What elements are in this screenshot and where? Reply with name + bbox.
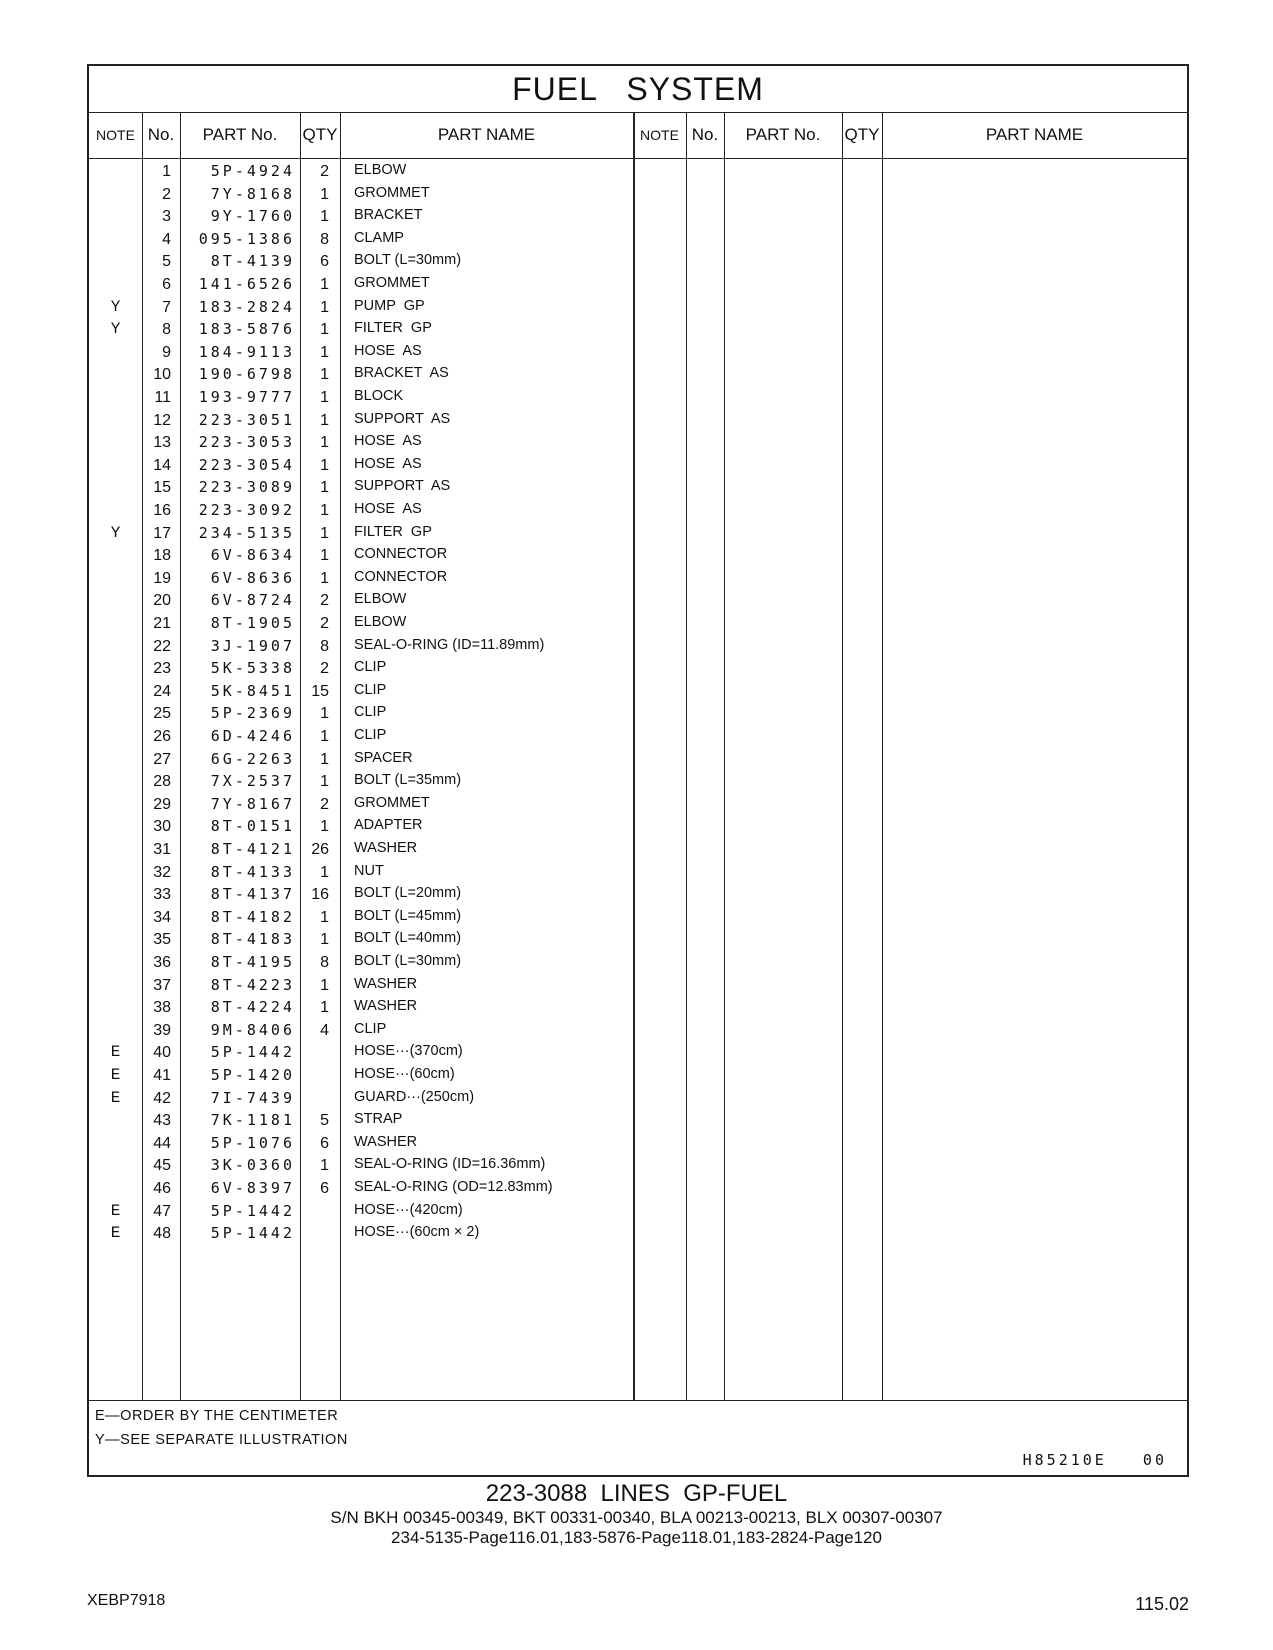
part-note: Y <box>110 297 121 316</box>
part-number: 223-3092 <box>198 501 295 519</box>
quantity: 1 <box>320 931 329 949</box>
item-number: 17 <box>153 524 171 542</box>
quantity: 1 <box>320 750 329 768</box>
item-number: 3 <box>162 208 171 226</box>
table-row <box>89 183 649 206</box>
quantity: 1 <box>320 276 329 293</box>
part-name: HOSE AS <box>354 501 422 517</box>
table-row <box>89 861 649 884</box>
part-name: FILTER GP <box>354 320 432 337</box>
item-number: 43 <box>153 1112 171 1130</box>
table-row <box>89 793 649 816</box>
part-name: CLAMP <box>354 229 404 246</box>
quantity: 1 <box>320 976 329 994</box>
part-name: BLOCK <box>354 388 404 404</box>
part-note: E <box>110 1043 121 1062</box>
part-name: SEAL-O-RING (ID=16.36mm) <box>354 1156 546 1173</box>
item-number: 7 <box>162 298 171 316</box>
quantity: 1 <box>320 411 329 429</box>
quantity: 1 <box>320 569 329 587</box>
quantity: 16 <box>311 886 329 904</box>
quantity: 1 <box>320 502 329 519</box>
part-number: 8T-4224 <box>210 998 295 1017</box>
table-row <box>89 476 649 499</box>
part-name: CLIP <box>354 681 387 698</box>
item-number: 15 <box>153 479 171 497</box>
table-row <box>89 431 649 454</box>
quantity: 1 <box>320 456 329 474</box>
part-number: 193-9777 <box>198 388 295 406</box>
quantity: 1 <box>320 389 329 406</box>
quantity: 1 <box>320 863 329 881</box>
serial-numbers: S/N BKH 00345-00349, BKT 00331-00340, BLA 00213-00213, BLX 00307-00307 <box>330 1508 943 1527</box>
parts-table <box>87 64 1189 1477</box>
table-row <box>89 996 649 1019</box>
part-number: 7X-2537 <box>210 772 295 791</box>
quantity: 26 <box>311 841 329 858</box>
item-number: 22 <box>153 637 171 655</box>
table-row <box>89 1132 649 1155</box>
quantity: 1 <box>320 185 329 203</box>
part-number: 8T-4223 <box>210 975 295 994</box>
table-row <box>89 1087 649 1110</box>
item-number: 34 <box>153 908 171 926</box>
group-title: 223-3088 LINES GP-FUEL <box>485 1480 788 1507</box>
item-number: 47 <box>153 1202 171 1220</box>
part-name: WASHER <box>354 1133 418 1150</box>
item-number: 30 <box>153 818 171 836</box>
table-row <box>89 567 649 590</box>
quantity: 1 <box>320 208 329 226</box>
part-name: SEAL-O-RING (OD=12.83mm) <box>354 1179 553 1195</box>
item-number: 6 <box>162 276 171 293</box>
footnote-e: E—ORDER BY THE CENTIMETER <box>95 1408 339 1424</box>
part-name: WASHER <box>354 975 418 992</box>
item-number: 36 <box>153 954 171 971</box>
part-number: 6V-8634 <box>210 546 295 565</box>
part-number: 8T-4195 <box>210 953 295 971</box>
table-row <box>89 928 649 951</box>
table-row <box>89 883 649 906</box>
item-number: 33 <box>153 886 171 904</box>
item-number: 48 <box>153 1225 171 1243</box>
part-note: E <box>110 1066 121 1084</box>
table-row <box>89 951 649 974</box>
part-number: 190-6798 <box>198 365 295 384</box>
part-number: 184-9113 <box>198 342 295 361</box>
part-number: 8T-4183 <box>210 930 295 949</box>
quantity: 6 <box>320 1134 329 1152</box>
part-name: ELBOW <box>354 591 407 608</box>
table-row <box>89 815 649 838</box>
header-qty: QTY <box>302 125 338 144</box>
part-number: 8T-4137 <box>210 885 295 904</box>
part-name: SUPPORT AS <box>354 478 451 495</box>
part-number: 223-3054 <box>198 455 295 474</box>
table-row <box>89 409 649 432</box>
table-row <box>89 318 649 341</box>
item-number: 44 <box>153 1134 171 1152</box>
part-name: ELBOW <box>354 614 407 630</box>
table-row <box>89 725 649 748</box>
table-row <box>89 589 649 612</box>
item-number: 19 <box>153 569 171 587</box>
document-id: XEBP7918 <box>87 1592 166 1609</box>
table-row <box>89 635 649 658</box>
part-name: CLIP <box>354 704 387 721</box>
part-note: Y <box>110 320 121 339</box>
table-row <box>89 454 649 477</box>
part-name: CLIP <box>354 727 387 743</box>
part-number: 5P-1420 <box>210 1066 295 1084</box>
quantity: 6 <box>320 253 329 271</box>
part-name: HOSE AS <box>354 455 422 472</box>
part-name: BOLT (L=40mm) <box>354 930 462 947</box>
quantity: 2 <box>320 660 329 678</box>
item-number: 26 <box>153 728 171 745</box>
quantity: 1 <box>320 908 329 926</box>
quantity: 2 <box>320 592 329 610</box>
item-number: 40 <box>153 1044 171 1062</box>
item-number: 5 <box>162 253 171 271</box>
part-name: CLIP <box>354 659 387 676</box>
part-number: 7I-7439 <box>210 1088 295 1107</box>
table-row <box>89 702 649 725</box>
table-row <box>89 363 649 386</box>
part-number: 5P-1076 <box>210 1133 295 1152</box>
part-number: 8T-4139 <box>210 252 295 271</box>
part-name: BRACKET <box>354 207 423 224</box>
part-name: HOSE···(60cm × 2) <box>354 1224 480 1241</box>
table-row <box>89 296 649 319</box>
item-number: 1 <box>162 163 171 180</box>
part-name: HOSE···(370cm) <box>354 1043 463 1060</box>
header-part-no: PART No. <box>202 125 278 144</box>
part-number: 095-1386 <box>198 229 295 248</box>
header-qty-2: QTY <box>844 125 880 144</box>
part-number: 141-6526 <box>198 275 295 293</box>
table-body <box>89 160 1187 1400</box>
page-title: FUEL SYSTEM <box>89 66 1187 113</box>
quantity: 1 <box>320 547 329 565</box>
item-number: 11 <box>154 389 171 406</box>
part-note: Y <box>110 523 121 542</box>
table-row <box>89 499 649 522</box>
item-number: 42 <box>153 1089 171 1107</box>
part-name: ELBOW <box>354 162 407 178</box>
part-name: CLIP <box>354 1020 387 1037</box>
item-number: 8 <box>162 321 171 339</box>
part-name: WASHER <box>354 840 418 856</box>
part-name: GUARD···(250cm) <box>354 1088 475 1105</box>
table-row <box>89 906 649 929</box>
part-name: FILTER GP <box>354 523 432 540</box>
part-name: NUT <box>354 862 384 879</box>
part-number: 183-2824 <box>198 297 295 316</box>
page-references: 234-5135-Page116.01,183-5876-Page118.01,183-2824-Page120 <box>391 1528 882 1547</box>
quantity: 4 <box>320 1021 329 1039</box>
item-number: 9 <box>162 343 171 361</box>
table-row <box>89 770 649 793</box>
table-row <box>89 1200 649 1223</box>
item-number: 10 <box>153 366 171 384</box>
part-number: 234-5135 <box>198 523 295 542</box>
part-name: WASHER <box>354 998 418 1015</box>
part-number: 223-3089 <box>198 478 295 497</box>
table-row <box>89 1064 649 1087</box>
table-row <box>89 680 649 703</box>
part-name: CONNECTOR <box>354 546 448 563</box>
part-number: 6V-8636 <box>210 568 295 587</box>
quantity: 1 <box>320 773 329 791</box>
part-number: 8T-0151 <box>210 817 295 836</box>
item-number: 20 <box>153 592 171 610</box>
item-number: 28 <box>153 773 171 791</box>
header-no: No. <box>147 125 175 144</box>
header-part-name: PART NAME <box>437 125 536 144</box>
part-name: GROMMET <box>354 184 430 201</box>
part-name: SUPPORT AS <box>354 410 451 427</box>
table-row <box>89 205 649 228</box>
item-number: 45 <box>153 1157 171 1175</box>
table-row <box>89 341 649 364</box>
part-name: BOLT (L=30mm) <box>354 953 462 969</box>
part-name: SPACER <box>354 749 413 766</box>
part-number: 3J-1907 <box>210 636 295 655</box>
item-number: 46 <box>153 1180 171 1197</box>
part-name: CONNECTOR <box>354 568 448 585</box>
part-number: 8T-4133 <box>210 862 295 881</box>
header-note-2: NOTE <box>640 127 679 143</box>
part-name: HOSE···(60cm) <box>354 1066 455 1082</box>
quantity: 5 <box>320 1112 329 1130</box>
part-number: 6V-8397 <box>210 1179 295 1197</box>
part-number: 5K-8451 <box>210 681 295 700</box>
part-number: 5P-2369 <box>210 704 295 723</box>
quantity: 1 <box>320 343 329 361</box>
page-number: 115.02 <box>1135 1594 1189 1614</box>
item-number: 25 <box>153 705 171 723</box>
item-number: 37 <box>153 976 171 994</box>
part-number: 5P-1442 <box>210 1201 295 1220</box>
part-number: 6G-2263 <box>210 749 295 768</box>
part-note: E <box>110 1201 121 1220</box>
quantity: 1 <box>320 705 329 723</box>
part-note: E <box>110 1088 121 1107</box>
table-row <box>89 1222 649 1245</box>
header-part-no-2: PART No. <box>745 125 821 144</box>
quantity: 2 <box>320 795 329 813</box>
quantity: 1 <box>320 479 329 497</box>
part-number: 3K-0360 <box>210 1156 295 1175</box>
item-number: 35 <box>153 931 171 949</box>
footnote-y: Y—SEE SEPARATE ILLUSTRATION <box>95 1432 348 1448</box>
quantity: 15 <box>311 682 329 700</box>
part-number: 8T-4121 <box>210 840 295 858</box>
table-row <box>89 1109 649 1132</box>
quantity: 1 <box>320 1157 329 1175</box>
part-name: STRAP <box>354 1111 403 1128</box>
part-number: 6V-8724 <box>210 591 295 610</box>
quantity: 8 <box>320 637 329 655</box>
part-number: 6D-4246 <box>210 727 295 745</box>
part-name: BOLT (L=20mm) <box>354 885 462 902</box>
quantity: 1 <box>320 298 329 316</box>
part-number: 183-5876 <box>198 320 295 339</box>
item-number: 24 <box>153 682 171 700</box>
part-number: 5P-1442 <box>210 1224 295 1243</box>
item-number: 18 <box>153 547 171 565</box>
item-number: 29 <box>153 795 171 813</box>
quantity: 1 <box>320 728 329 745</box>
table-row <box>89 1154 649 1177</box>
quantity: 8 <box>320 954 329 971</box>
item-number: 39 <box>153 1021 171 1039</box>
part-name: BOLT (L=45mm) <box>354 907 462 924</box>
part-name: GROMMET <box>354 275 430 291</box>
table-row <box>89 250 649 273</box>
part-name: PUMP GP <box>354 297 425 314</box>
quantity: 1 <box>320 818 329 836</box>
item-number: 12 <box>153 411 171 429</box>
part-number: 8T-4182 <box>210 907 295 926</box>
table-row <box>89 273 649 296</box>
table-row <box>89 612 649 635</box>
table-row <box>89 386 649 409</box>
part-name: SEAL-O-RING (ID=11.89mm) <box>354 636 545 653</box>
part-number: 7K-1181 <box>210 1111 295 1130</box>
item-number: 32 <box>153 863 171 881</box>
quantity: 1 <box>320 366 329 384</box>
quantity: 1 <box>320 999 329 1017</box>
part-name: BRACKET AS <box>354 365 449 382</box>
table-header <box>89 112 1187 159</box>
part-number: 8T-1905 <box>210 614 295 632</box>
quantity: 8 <box>320 230 329 248</box>
part-name: HOSE AS <box>354 433 422 450</box>
part-number: 5P-1442 <box>210 1043 295 1062</box>
item-number: 2 <box>162 185 171 203</box>
part-number: 7Y-8168 <box>210 184 295 203</box>
item-number: 23 <box>153 660 171 678</box>
table-row <box>89 1019 649 1042</box>
part-name: BOLT (L=35mm) <box>354 772 462 789</box>
quantity: 1 <box>320 524 329 542</box>
table-row <box>89 657 649 680</box>
table-footer <box>89 1400 1187 1478</box>
item-number: 31 <box>153 841 171 858</box>
item-number: 16 <box>153 502 171 519</box>
quantity: 1 <box>320 321 329 339</box>
part-number: 5K-5338 <box>210 659 295 678</box>
item-number: 38 <box>153 999 171 1017</box>
part-number: 5P-4924 <box>210 162 295 180</box>
item-number: 27 <box>153 750 171 768</box>
table-row <box>89 838 649 861</box>
part-name: BOLT (L=30mm) <box>354 252 462 269</box>
quantity: 2 <box>320 163 329 180</box>
table-row <box>89 1041 649 1064</box>
item-number: 13 <box>153 434 171 452</box>
part-number: 7Y-8167 <box>210 794 295 813</box>
quantity: 1 <box>320 434 329 452</box>
part-name: HOSE AS <box>354 342 422 359</box>
quantity: 2 <box>320 615 329 632</box>
header-part-name-2: PART NAME <box>985 125 1084 144</box>
table-row <box>89 748 649 771</box>
item-number: 21 <box>153 615 171 632</box>
illustration-code: H85210E 00 <box>1022 1451 1167 1469</box>
part-number: 9Y-1760 <box>210 207 295 226</box>
part-number: 223-3053 <box>198 433 295 452</box>
item-number: 4 <box>162 230 171 248</box>
table-row <box>89 544 649 567</box>
part-number: 223-3051 <box>198 410 295 429</box>
table-row <box>89 522 649 545</box>
item-number: 41 <box>153 1067 171 1084</box>
part-name: ADAPTER <box>354 817 423 834</box>
table-row <box>89 974 649 997</box>
table-row <box>89 1177 649 1200</box>
header-note: NOTE <box>96 127 135 143</box>
item-number: 14 <box>153 456 171 474</box>
part-number: 9M-8406 <box>210 1020 295 1039</box>
part-name: HOSE···(420cm) <box>354 1201 463 1218</box>
part-note: E <box>110 1224 121 1243</box>
table-row <box>89 228 649 251</box>
part-name: GROMMET <box>354 794 430 811</box>
table-row <box>89 160 649 183</box>
quantity: 6 <box>320 1180 329 1197</box>
header-no-2: No. <box>691 125 719 144</box>
